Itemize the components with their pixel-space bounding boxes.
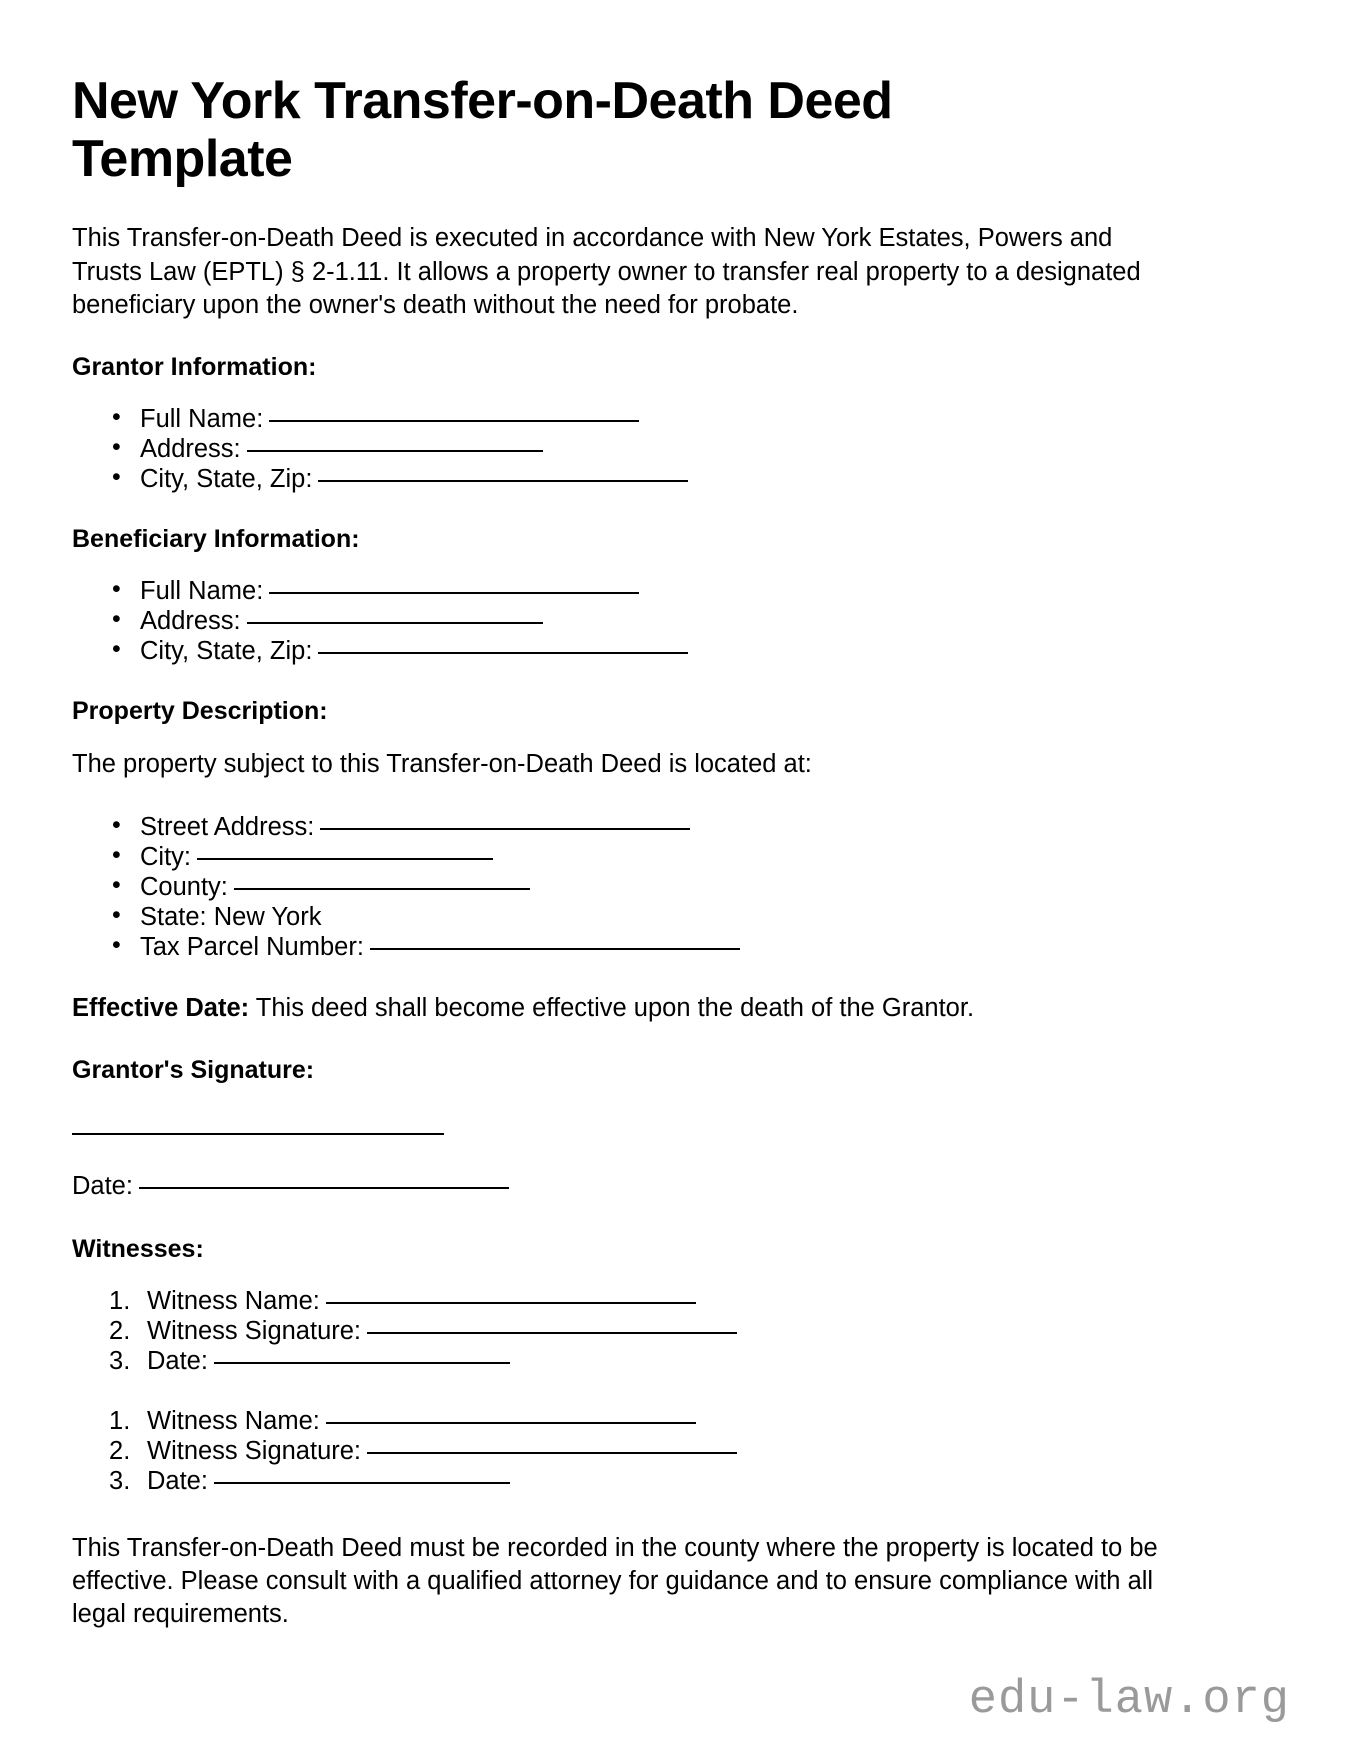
witness-group-two <box>72 1406 1282 1496</box>
grantor-signature-block <box>72 1055 1282 1202</box>
field-label: Tax Parcel Number: <box>140 932 364 961</box>
field-label: Street Address: <box>140 812 315 841</box>
beneficiary-address-field <box>140 606 1282 636</box>
field-label: City, State, Zip: <box>140 465 313 494</box>
witness-one-signature-field <box>147 1316 1282 1346</box>
field-label: City, State, Zip: <box>140 637 313 666</box>
field-label: Witness Name: <box>147 1286 320 1315</box>
witness-two-date-field <box>147 1466 1282 1496</box>
field-label: Date: <box>147 1467 208 1496</box>
effective-date-line <box>72 992 1282 1025</box>
witnesses-heading: Witnesses: <box>72 1234 204 1263</box>
field-label: Full Name: <box>140 404 264 433</box>
field-label: Witness Name: <box>147 1406 320 1435</box>
field-label: State: <box>140 902 207 931</box>
field-label: Full Name: <box>140 577 264 606</box>
witness-one-name-field <box>147 1286 1282 1316</box>
field-label: Address: <box>140 434 241 463</box>
grantor-full-name-field <box>140 404 1282 434</box>
property-description-heading: Property Description: <box>72 697 328 726</box>
witness-two-signature-field <box>147 1436 1282 1466</box>
property-city-input[interactable] <box>197 858 493 860</box>
beneficiary-city-state-zip-input[interactable] <box>318 652 688 654</box>
grantor-signature-line[interactable] <box>72 1133 444 1135</box>
grantor-city-state-zip-input[interactable] <box>318 480 688 482</box>
beneficiary-information-heading: Beneficiary Information: <box>72 525 360 554</box>
property-street-address-field <box>140 812 1282 842</box>
grantor-signature-heading: Grantor's Signature: <box>72 1056 315 1085</box>
witness-group-one <box>72 1286 1282 1376</box>
effective-date-text: This deed shall become effective upon the death of the Grantor. <box>255 993 975 1022</box>
closing-paragraph: This Transfer-on-Death Deed must be recorded in the county where the property is located to be effective. Please consult with a qualified attorney for guidance and to ensure compliance with all legal requirements. <box>72 1534 1158 1629</box>
field-label: Address: <box>140 607 241 636</box>
intro-paragraph: This Transfer-on-Death Deed is executed in accordance with New York Estates, Powers and Trusts Law (EPTL) § 2-1.11. It allows a property owner to transfer real property to a designated beneficiary upon the owner's death without the need for probate. <box>72 224 1141 319</box>
field-label: Date: <box>72 1172 133 1201</box>
property-county-input[interactable] <box>234 888 530 890</box>
grantor-date-input[interactable] <box>139 1187 509 1189</box>
witness-two-date-input[interactable] <box>214 1482 510 1484</box>
property-county-field <box>140 872 1282 902</box>
field-label: Witness Signature: <box>147 1316 362 1345</box>
beneficiary-full-name-input[interactable] <box>269 592 639 594</box>
page-title: New York Transfer-on-Death Deed Template <box>72 72 893 189</box>
beneficiary-address-input[interactable] <box>247 622 543 624</box>
property-field-list <box>72 812 1282 962</box>
grantor-full-name-input[interactable] <box>269 420 639 422</box>
property-tax-parcel-field <box>140 932 1282 962</box>
witness-one-date-input[interactable] <box>214 1362 510 1364</box>
grantor-address-field <box>140 434 1282 464</box>
property-lead-text: The property subject to this Transfer-on-Death Deed is located at: <box>72 750 812 779</box>
grantor-field-list <box>72 404 1282 494</box>
grantor-date-field <box>72 1171 1282 1202</box>
beneficiary-city-state-zip-field <box>140 636 1282 666</box>
property-tax-parcel-input[interactable] <box>370 948 740 950</box>
witness-one-signature-input[interactable] <box>367 1332 737 1334</box>
field-label: Witness Signature: <box>147 1436 362 1465</box>
witness-one-name-input[interactable] <box>326 1302 696 1304</box>
property-street-address-input[interactable] <box>320 828 690 830</box>
field-label: City: <box>140 842 191 871</box>
property-city-field <box>140 842 1282 872</box>
witness-two-signature-input[interactable] <box>367 1452 737 1454</box>
beneficiary-field-list <box>72 576 1282 666</box>
beneficiary-full-name-field <box>140 576 1282 606</box>
witness-two-name-input[interactable] <box>326 1422 696 1424</box>
property-state-value: New York <box>213 902 322 931</box>
watermark-edu-law: edu-law.org <box>968 1674 1290 1727</box>
field-label: Date: <box>147 1346 208 1375</box>
grantor-city-state-zip-field <box>140 464 1282 494</box>
grantor-address-input[interactable] <box>247 450 543 452</box>
grantor-information-heading: Grantor Information: <box>72 352 317 381</box>
property-state-field <box>140 902 1282 932</box>
effective-date-label: Effective Date: <box>72 993 250 1022</box>
field-label: County: <box>140 872 228 901</box>
witness-one-date-field <box>147 1346 1282 1376</box>
witness-two-name-field <box>147 1406 1282 1436</box>
